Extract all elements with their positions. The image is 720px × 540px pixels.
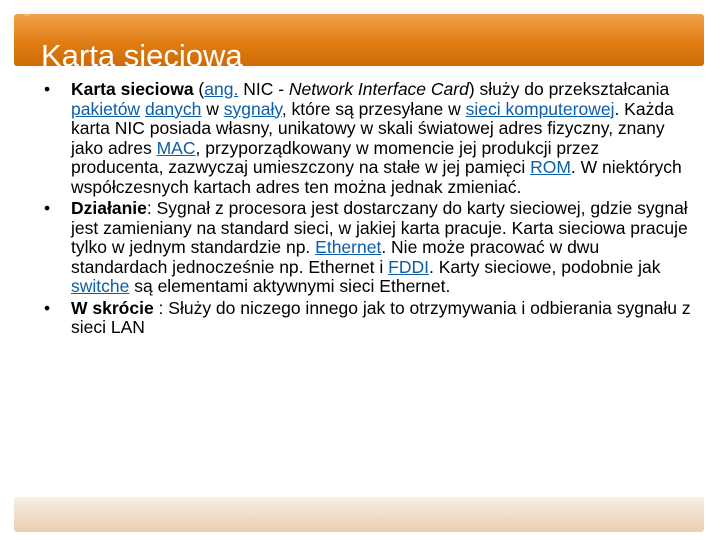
link-sygnaly[interactable]: sygnały [223, 98, 282, 119]
text: NIC - [238, 79, 289, 99]
text-italic: Network Interface Card [288, 79, 469, 99]
footer-bar [14, 497, 704, 532]
slide-content [44, 80, 694, 340]
link-rom[interactable]: ROM [530, 157, 571, 177]
text: . Każda karta NIC posiada własny, unikatowy w skali światowej adres fizyczny, znany jako adres [71, 98, 674, 158]
text: w [201, 98, 224, 119]
text: ) służy do przekształcania [468, 79, 670, 99]
text: : Sygnał z procesora jest dostarczany do karty sieciowej, gdzie sygnał jest zamieniany na standard sieci, w jakiej karta pracuje. Karta sieciowa pracuje tylko w jednym standardzie np. [71, 198, 688, 257]
link-danych[interactable]: danych [144, 98, 202, 119]
link-pakietow[interactable]: pakietów [71, 98, 141, 119]
bullet-item [44, 199, 694, 297]
link-sieci-komputerowej[interactable]: sieci komputerowej [465, 98, 615, 119]
bullet-item [44, 299, 694, 338]
link-switche[interactable]: switche [71, 276, 130, 296]
text: ( [193, 79, 205, 99]
link-ethernet[interactable]: Ethernet [315, 237, 382, 257]
term-w-skrocie: W skrócie [71, 297, 154, 318]
link-fddi[interactable]: FDDI [388, 256, 429, 277]
bullet-icon: • [44, 297, 51, 318]
text: . Nie może pracować w dwu standardach jednocześnie np. Ethernet i [71, 237, 600, 277]
text: , które są przesyłane w [281, 98, 466, 119]
slide-title: Karta sieciowa [41, 38, 243, 73]
link-ang[interactable]: ang. [204, 79, 239, 99]
link-mac[interactable]: MAC [156, 137, 196, 158]
bullet-icon: • [44, 79, 51, 99]
title-decoration: ▪▪ [24, 10, 31, 20]
text: . Karty sieciowe, podobnie jak [428, 256, 661, 277]
text: , przyporządkowany w momencie jej produkcji przez producenta, zazwyczaj umieszczony na stałe w jej pamięci [71, 137, 600, 177]
text: : Służy do niczego innego jak to otrzymywania i odbierania sygnału z sieci LAN [71, 297, 691, 337]
term-dzialanie: Działanie [71, 198, 147, 218]
text: . W niektórych współczesnych kartach adres ten można jednak zmieniać. [71, 157, 682, 197]
bullet-icon: • [44, 198, 51, 218]
bullet-item [44, 80, 694, 197]
title-bar [14, 10, 704, 73]
term-karta-sieciowa: Karta sieciowa [71, 79, 194, 99]
text: są elementami aktywnymi sieci Ethernet. [129, 276, 451, 296]
